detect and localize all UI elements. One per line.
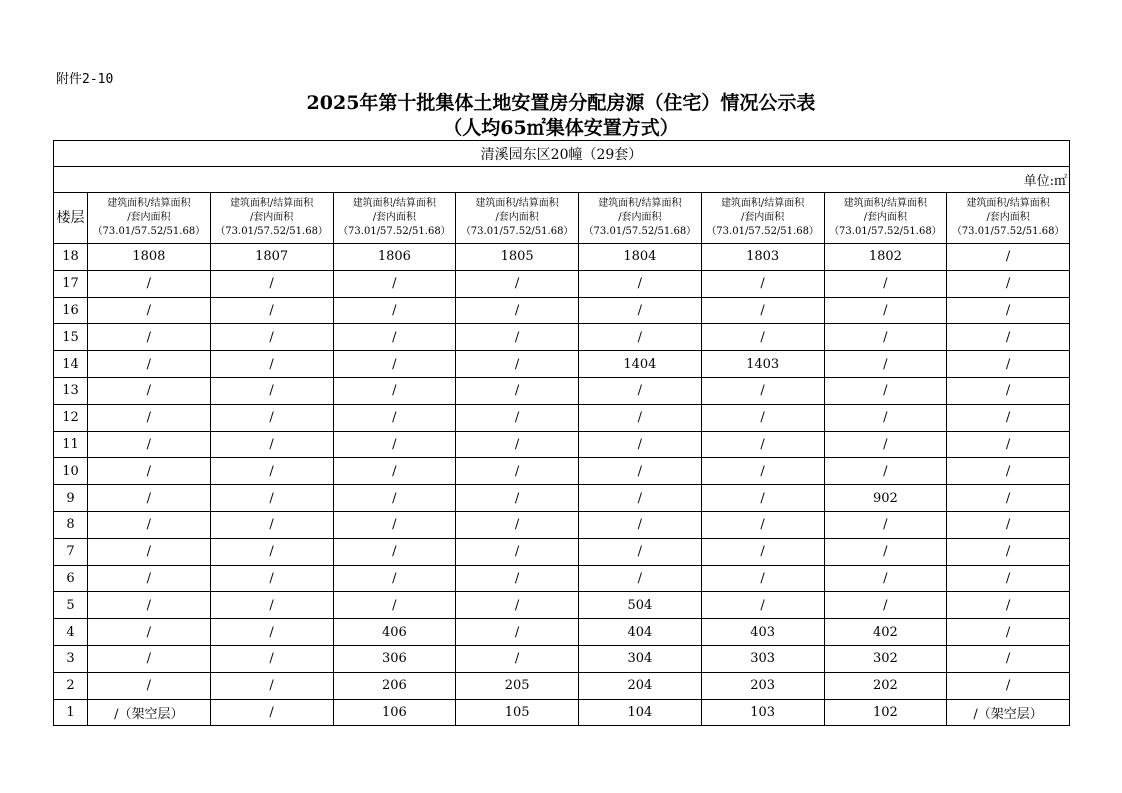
area-column-header xyxy=(88,193,211,244)
floor-cell: 10 xyxy=(54,458,88,485)
unit-cell: / xyxy=(456,485,579,512)
unit-cell: / xyxy=(701,297,824,324)
unit-cell: / xyxy=(579,458,702,485)
column-header-line: /套内面积 xyxy=(495,212,539,223)
column-header-line: 建筑面积/结算面积 xyxy=(475,198,559,209)
floor-cell: 7 xyxy=(54,538,88,565)
floor-cell: 15 xyxy=(54,324,88,351)
unit-cell: 1808 xyxy=(88,244,211,271)
unit-cell: / xyxy=(947,565,1070,592)
unit-cell: / xyxy=(701,565,824,592)
column-header-line: /套内面积 xyxy=(127,212,171,223)
unit-cell: / xyxy=(210,377,333,404)
unit-cell: / xyxy=(456,511,579,538)
unit-cell: / xyxy=(456,592,579,619)
unit-cell: / xyxy=(88,538,211,565)
table-row xyxy=(54,458,1070,485)
area-column-header xyxy=(579,193,702,244)
unit-cell: / xyxy=(210,645,333,672)
table-row xyxy=(54,297,1070,324)
column-header-line: 建筑面积/结算面积 xyxy=(598,198,682,209)
page-title: 2025年第十批集体土地安置房分配房源（住宅）情况公示表 xyxy=(306,92,816,114)
table-row xyxy=(54,351,1070,378)
attachment-label: 附件2-10 xyxy=(56,72,114,87)
column-header-line: 建筑面积/结算面积 xyxy=(229,198,314,209)
unit-cell: / xyxy=(824,431,947,458)
unit-cell: 1403 xyxy=(701,351,824,378)
unit-cell: 302 xyxy=(824,645,947,672)
table-row xyxy=(54,244,1070,271)
unit-cell: / xyxy=(333,565,456,592)
unit-cell: / xyxy=(824,297,947,324)
floor-cell: 3 xyxy=(54,645,88,672)
unit-cell: / xyxy=(210,270,333,297)
unit-cell: / xyxy=(824,351,947,378)
unit-cell: / xyxy=(824,458,947,485)
unit-cell: / xyxy=(456,351,579,378)
floor-header: 楼层 xyxy=(54,193,88,244)
unit-cell: 103 xyxy=(701,699,824,726)
unit-cell: / xyxy=(456,538,579,565)
column-header-line: 建筑面积/结算面积 xyxy=(966,198,1050,209)
unit-cell: / xyxy=(947,297,1070,324)
unit-cell: 203 xyxy=(701,672,824,699)
table-row xyxy=(54,431,1070,458)
floor-cell: 13 xyxy=(54,377,88,404)
unit-cell: / xyxy=(456,324,579,351)
unit-cell: /（架空层） xyxy=(947,699,1070,726)
unit-cell: / xyxy=(701,377,824,404)
unit-cell: / xyxy=(88,297,211,324)
unit-cell: / xyxy=(210,404,333,431)
unit-cell: / xyxy=(210,485,333,512)
table-row xyxy=(54,538,1070,565)
table-row xyxy=(54,672,1070,699)
unit-cell: / xyxy=(333,458,456,485)
unit-cell: / xyxy=(701,485,824,512)
unit-cell: / xyxy=(456,458,579,485)
unit-cell: / xyxy=(456,377,579,404)
unit-cell: / xyxy=(88,377,211,404)
floor-cell: 6 xyxy=(54,565,88,592)
unit-cell: / xyxy=(333,404,456,431)
unit-cell: 206 xyxy=(333,672,456,699)
unit-cell: / xyxy=(88,458,211,485)
unit-cell: / xyxy=(333,511,456,538)
column-header-line: （73.01/57.52/51.68） xyxy=(706,226,819,237)
unit-cell: / xyxy=(456,431,579,458)
unit-cell: / xyxy=(579,538,702,565)
unit-cell: / xyxy=(947,244,1070,271)
table-row xyxy=(54,699,1070,726)
unit-cell: 1805 xyxy=(456,244,579,271)
area-column-header xyxy=(824,193,947,244)
unit-cell: 1802 xyxy=(824,244,947,271)
unit-cell: / xyxy=(88,324,211,351)
unit-cell: 106 xyxy=(333,699,456,726)
unit-cell: 205 xyxy=(456,672,579,699)
unit-cell: / xyxy=(333,270,456,297)
building-row xyxy=(54,141,1070,167)
unit-cell: / xyxy=(824,404,947,431)
unit-cell: / xyxy=(701,404,824,431)
floor-cell: 14 xyxy=(54,351,88,378)
unit-cell: / xyxy=(579,404,702,431)
unit-cell: 102 xyxy=(824,699,947,726)
floor-cell: 18 xyxy=(54,244,88,271)
table-row xyxy=(54,404,1070,431)
unit-cell: / xyxy=(88,565,211,592)
unit-cell: 1807 xyxy=(210,244,333,271)
unit-cell: / xyxy=(824,377,947,404)
table-row xyxy=(54,619,1070,646)
unit-cell: / xyxy=(88,431,211,458)
floor-cell: 12 xyxy=(54,404,88,431)
area-column-header xyxy=(333,193,456,244)
column-header-line: （73.01/57.52/51.68） xyxy=(215,226,328,237)
unit-cell: / xyxy=(210,619,333,646)
unit-cell: 504 xyxy=(579,592,702,619)
unit-cell: / xyxy=(947,324,1070,351)
table-row xyxy=(54,645,1070,672)
unit-cell: 402 xyxy=(824,619,947,646)
unit-cell: 403 xyxy=(701,619,824,646)
column-header-line: /套内面积 xyxy=(249,212,294,223)
unit-cell: / xyxy=(947,645,1070,672)
unit-cell: / xyxy=(824,565,947,592)
unit-cell: 104 xyxy=(579,699,702,726)
unit-row xyxy=(54,167,1070,193)
unit-cell: / xyxy=(824,270,947,297)
unit-cell: / xyxy=(701,458,824,485)
unit-cell: / xyxy=(88,270,211,297)
unit-cell: / xyxy=(210,511,333,538)
unit-cell: / xyxy=(333,485,456,512)
unit-cell: / xyxy=(947,511,1070,538)
area-column-header xyxy=(456,193,579,244)
unit-cell: / xyxy=(88,511,211,538)
unit-cell: / xyxy=(210,351,333,378)
unit-cell: / xyxy=(579,324,702,351)
unit-cell: / xyxy=(579,485,702,512)
column-header-line: （73.01/57.52/51.68） xyxy=(460,226,574,237)
unit-cell: / xyxy=(456,270,579,297)
unit-cell: 1804 xyxy=(579,244,702,271)
unit-cell: 303 xyxy=(701,645,824,672)
unit-cell: / xyxy=(210,672,333,699)
unit-cell: / xyxy=(456,297,579,324)
unit-cell: 1803 xyxy=(701,244,824,271)
column-header-line: 建筑面积/结算面积 xyxy=(843,198,928,209)
unit-cell: /（架空层） xyxy=(88,699,211,726)
unit-cell: / xyxy=(210,565,333,592)
column-header-line: /套内面积 xyxy=(740,212,785,223)
unit-cell: / xyxy=(947,538,1070,565)
unit-cell: / xyxy=(947,351,1070,378)
unit-cell: / xyxy=(333,377,456,404)
unit-cell: / xyxy=(701,270,824,297)
unit-cell: / xyxy=(210,538,333,565)
unit-cell: / xyxy=(579,565,702,592)
unit-cell: / xyxy=(333,592,456,619)
unit-cell: / xyxy=(947,458,1070,485)
page-subtitle: （人均65㎡集体安置方式） xyxy=(443,117,679,139)
unit-cell: 306 xyxy=(333,645,456,672)
floor-cell: 17 xyxy=(54,270,88,297)
unit-cell: / xyxy=(701,324,824,351)
unit-cell: / xyxy=(456,645,579,672)
floor-cell: 1 xyxy=(54,699,88,726)
column-header-line: （73.01/57.52/51.68） xyxy=(583,226,697,237)
unit-cell: / xyxy=(701,431,824,458)
unit-cell: / xyxy=(210,592,333,619)
table-row xyxy=(54,592,1070,619)
table-row xyxy=(54,324,1070,351)
table-row xyxy=(54,377,1070,404)
unit-cell: / xyxy=(579,297,702,324)
unit-cell: / xyxy=(456,619,579,646)
unit-label: 单位:㎡ xyxy=(54,167,1070,193)
unit-cell: / xyxy=(947,270,1070,297)
unit-cell: / xyxy=(701,511,824,538)
area-column-header xyxy=(947,193,1070,244)
unit-cell: / xyxy=(210,431,333,458)
column-header-line: （73.01/57.52/51.68） xyxy=(338,226,451,237)
unit-cell: / xyxy=(210,297,333,324)
table-row xyxy=(54,565,1070,592)
unit-cell: / xyxy=(210,324,333,351)
floor-cell: 9 xyxy=(54,485,88,512)
unit-cell: / xyxy=(947,672,1070,699)
unit-cell: / xyxy=(333,538,456,565)
unit-cell: / xyxy=(701,592,824,619)
unit-cell: / xyxy=(333,297,456,324)
unit-cell: / xyxy=(88,592,211,619)
unit-cell: 1404 xyxy=(579,351,702,378)
floor-cell: 5 xyxy=(54,592,88,619)
unit-cell: / xyxy=(579,511,702,538)
unit-cell: 204 xyxy=(579,672,702,699)
column-header-line: /套内面积 xyxy=(618,212,662,223)
column-header-line: /套内面积 xyxy=(372,212,417,223)
unit-cell: / xyxy=(88,404,211,431)
table-row xyxy=(54,270,1070,297)
column-header-line: /套内面积 xyxy=(863,212,908,223)
unit-cell: / xyxy=(579,431,702,458)
allocation-table xyxy=(53,140,1070,726)
unit-cell: / xyxy=(947,404,1070,431)
unit-cell: / xyxy=(947,431,1070,458)
floor-cell: 11 xyxy=(54,431,88,458)
unit-cell: / xyxy=(824,538,947,565)
column-header-line: 建筑面积/结算面积 xyxy=(352,198,437,209)
unit-cell: 1806 xyxy=(333,244,456,271)
column-header-line: /套内面积 xyxy=(986,212,1030,223)
floor-cell: 2 xyxy=(54,672,88,699)
unit-cell: / xyxy=(88,619,211,646)
unit-cell: / xyxy=(210,458,333,485)
unit-cell: / xyxy=(701,538,824,565)
unit-cell: / xyxy=(824,511,947,538)
floor-cell: 4 xyxy=(54,619,88,646)
table-row xyxy=(54,511,1070,538)
column-header-line: 建筑面积/结算面积 xyxy=(107,198,191,209)
unit-cell: 902 xyxy=(824,485,947,512)
unit-cell: / xyxy=(947,619,1070,646)
unit-cell: / xyxy=(333,431,456,458)
unit-cell: 105 xyxy=(456,699,579,726)
unit-cell: / xyxy=(947,592,1070,619)
column-header-line: 建筑面积/结算面积 xyxy=(720,198,805,209)
unit-cell: / xyxy=(456,404,579,431)
unit-cell: / xyxy=(579,377,702,404)
unit-cell: 304 xyxy=(579,645,702,672)
unit-cell: 406 xyxy=(333,619,456,646)
floor-cell: 8 xyxy=(54,511,88,538)
header-row xyxy=(54,193,1070,244)
unit-cell: / xyxy=(88,672,211,699)
unit-cell: 404 xyxy=(579,619,702,646)
unit-cell: / xyxy=(88,351,211,378)
unit-cell: / xyxy=(88,485,211,512)
unit-cell: / xyxy=(947,485,1070,512)
table-row xyxy=(54,485,1070,512)
unit-cell: / xyxy=(333,324,456,351)
column-header-line: （73.01/57.52/51.68） xyxy=(92,226,206,237)
column-header-line: （73.01/57.52/51.68） xyxy=(951,226,1065,237)
floor-cell: 16 xyxy=(54,297,88,324)
unit-cell: 202 xyxy=(824,672,947,699)
unit-cell: / xyxy=(210,699,333,726)
area-column-header xyxy=(701,193,824,244)
column-header-line: （73.01/57.52/51.68） xyxy=(829,226,942,237)
unit-cell: / xyxy=(333,351,456,378)
area-column-header xyxy=(210,193,333,244)
unit-cell: / xyxy=(88,645,211,672)
unit-cell: / xyxy=(824,324,947,351)
unit-cell: / xyxy=(456,565,579,592)
unit-cell: / xyxy=(824,592,947,619)
unit-cell: / xyxy=(579,270,702,297)
building-name: 清溪园东区20幢（29套） xyxy=(54,141,1070,167)
unit-cell: / xyxy=(947,377,1070,404)
